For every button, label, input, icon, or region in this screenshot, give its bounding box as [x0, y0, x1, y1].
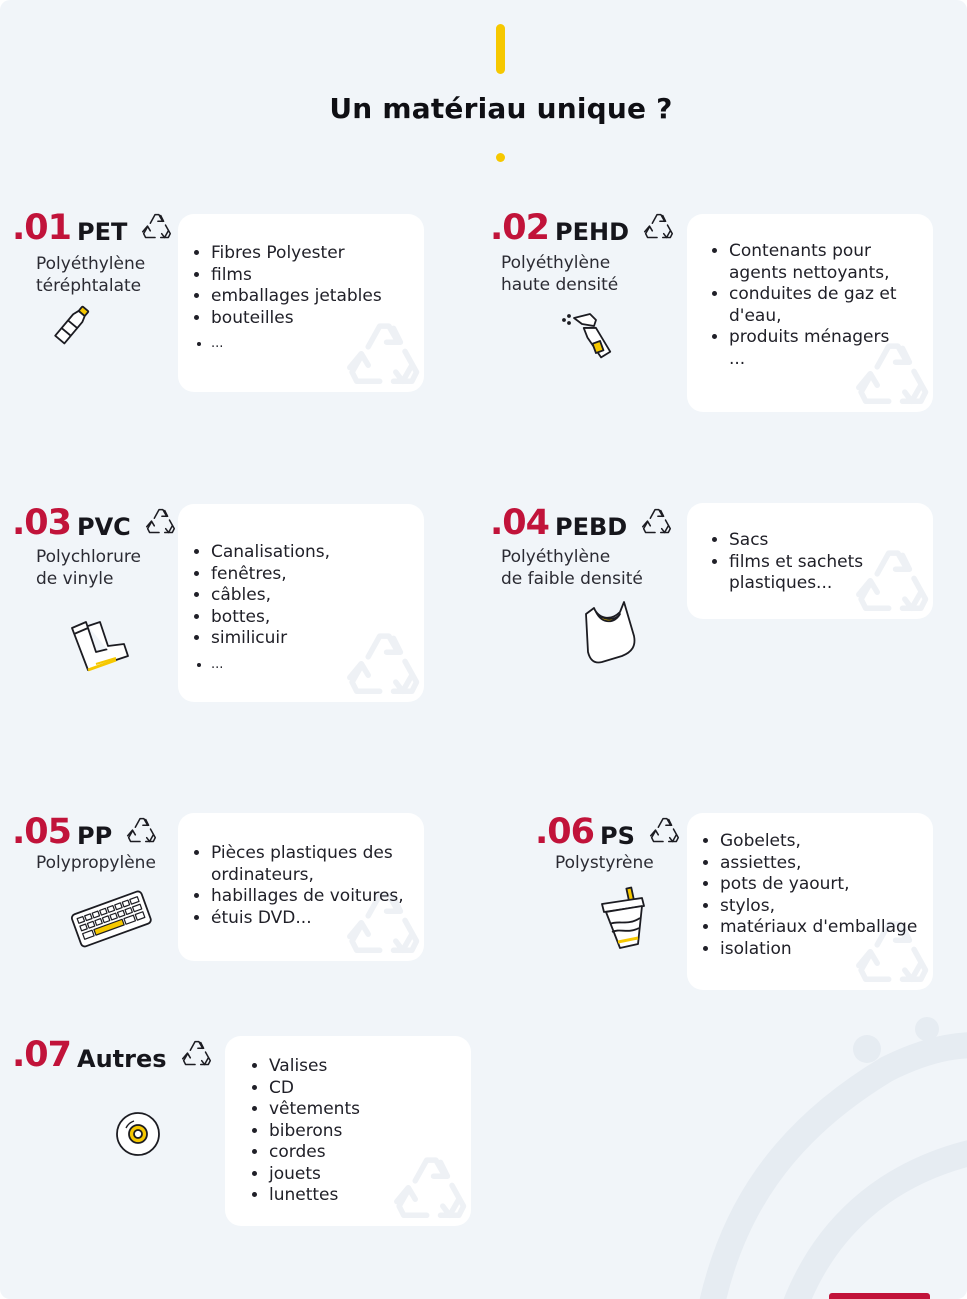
list-item: • ... [211, 333, 424, 355]
uses-list [225, 1056, 471, 1207]
material-number: .01 [12, 208, 72, 248]
list-item: • ... [211, 654, 424, 676]
uses-card-ps [687, 813, 933, 990]
list-item: • biberons [269, 1121, 471, 1143]
material-number: .07 [12, 1035, 72, 1075]
uses-list [178, 243, 424, 355]
list-item: • Gobelets, [720, 831, 933, 853]
bag-icon [576, 596, 648, 668]
list-item: • Sacs [729, 530, 899, 552]
title-accent-dot [496, 153, 505, 162]
material-header-pet [12, 208, 175, 246]
list-item: • films et sachets plastiques... [729, 552, 899, 595]
list-item: • étuis DVD... [211, 908, 416, 930]
material-name: Polyéthylène téréphtalate [36, 254, 146, 296]
list-item: • vêtements [269, 1099, 471, 1121]
material-code: PP [77, 822, 113, 850]
recycle-icon [137, 208, 175, 246]
material-header-pvc [12, 503, 179, 541]
recycle-icon [177, 1035, 215, 1073]
spray-bottle-icon [560, 310, 616, 362]
material-code: PEBD [555, 513, 628, 541]
list-item: • emballages jetables [211, 286, 424, 308]
list-item: • cordes [269, 1142, 471, 1164]
recycle-icon [645, 812, 683, 850]
list-item: • CD [269, 1078, 471, 1100]
list-item: • bottes, [211, 607, 424, 629]
material-header-autres [12, 1035, 215, 1073]
uses-card-pp [178, 813, 424, 961]
list-item: • fenêtres, [211, 564, 424, 586]
background-decoration [587, 1009, 967, 1299]
material-header-pehd [490, 208, 677, 246]
list-item: • conduites de gaz et d'eau, [729, 284, 909, 327]
material-number: .02 [490, 208, 550, 248]
bottle-icon [48, 302, 96, 348]
material-number: .05 [12, 812, 72, 852]
material-name: Polyéthylène haute densité [501, 253, 619, 295]
uses-list [687, 241, 909, 370]
list-item: • Pièces plastiques des ordinateurs, [211, 843, 416, 886]
keyboard-icon [68, 884, 154, 952]
material-header-pebd [490, 503, 675, 541]
material-header-pp [12, 812, 160, 850]
list-item: • habillages de voitures, [211, 886, 416, 908]
list-item: • Contenants pour agents nettoyants, [729, 241, 909, 284]
uses-list [687, 831, 933, 960]
list-item: • Canalisations, [211, 542, 424, 564]
list-item: • produits ménagers ... [729, 327, 909, 370]
uses-card-pebd [687, 503, 933, 619]
list-item: • jouets [269, 1164, 471, 1186]
list-item: • pots de yaourt, [720, 874, 933, 896]
uses-card-pvc [178, 504, 424, 702]
material-name: Polyéthylène de faible densité [501, 547, 643, 589]
list-item: • assiettes, [720, 853, 933, 875]
recycle-icon [639, 208, 677, 246]
material-name: Polychlorure de vinyle [36, 547, 141, 589]
list-item: • stylos, [720, 896, 933, 918]
list-item: • lunettes [269, 1185, 471, 1207]
list-item: • isolation [720, 939, 933, 961]
list-item: • Valises [269, 1056, 471, 1078]
list-item: • similicuir [211, 628, 424, 650]
list-item: • films [211, 265, 424, 287]
material-number: .06 [535, 812, 595, 852]
material-code: PS [600, 822, 635, 850]
list-item: • bouteilles [211, 308, 424, 330]
material-name: Polystyrène [555, 853, 654, 873]
cup-icon [598, 886, 654, 952]
material-number: .03 [12, 503, 72, 543]
uses-list [178, 843, 416, 929]
footer-accent-bar [829, 1293, 930, 1299]
list-item: • câbles, [211, 585, 424, 607]
material-code: Autres [77, 1045, 167, 1073]
recycle-icon [141, 503, 179, 541]
recycle-icon [637, 503, 675, 541]
list-item: • Fibres Polyester [211, 243, 424, 265]
title-accent-bar [496, 24, 505, 74]
material-code: PEHD [555, 218, 630, 246]
uses-card-pehd [687, 214, 933, 412]
material-code: PVC [77, 513, 131, 541]
uses-card-autres [225, 1036, 471, 1226]
list-item: • matériaux d'emballage [720, 917, 933, 939]
material-number: .04 [490, 503, 550, 543]
boot-icon [66, 618, 132, 682]
uses-list [687, 530, 899, 595]
disc-icon [114, 1110, 162, 1158]
recycle-icon [122, 812, 160, 850]
material-header-ps [535, 812, 683, 850]
material-code: PET [77, 218, 128, 246]
uses-list [178, 542, 424, 675]
page-title: Un matériau unique ? [329, 92, 673, 125]
uses-card-pet [178, 214, 424, 392]
material-name: Polypropylène [36, 853, 156, 873]
